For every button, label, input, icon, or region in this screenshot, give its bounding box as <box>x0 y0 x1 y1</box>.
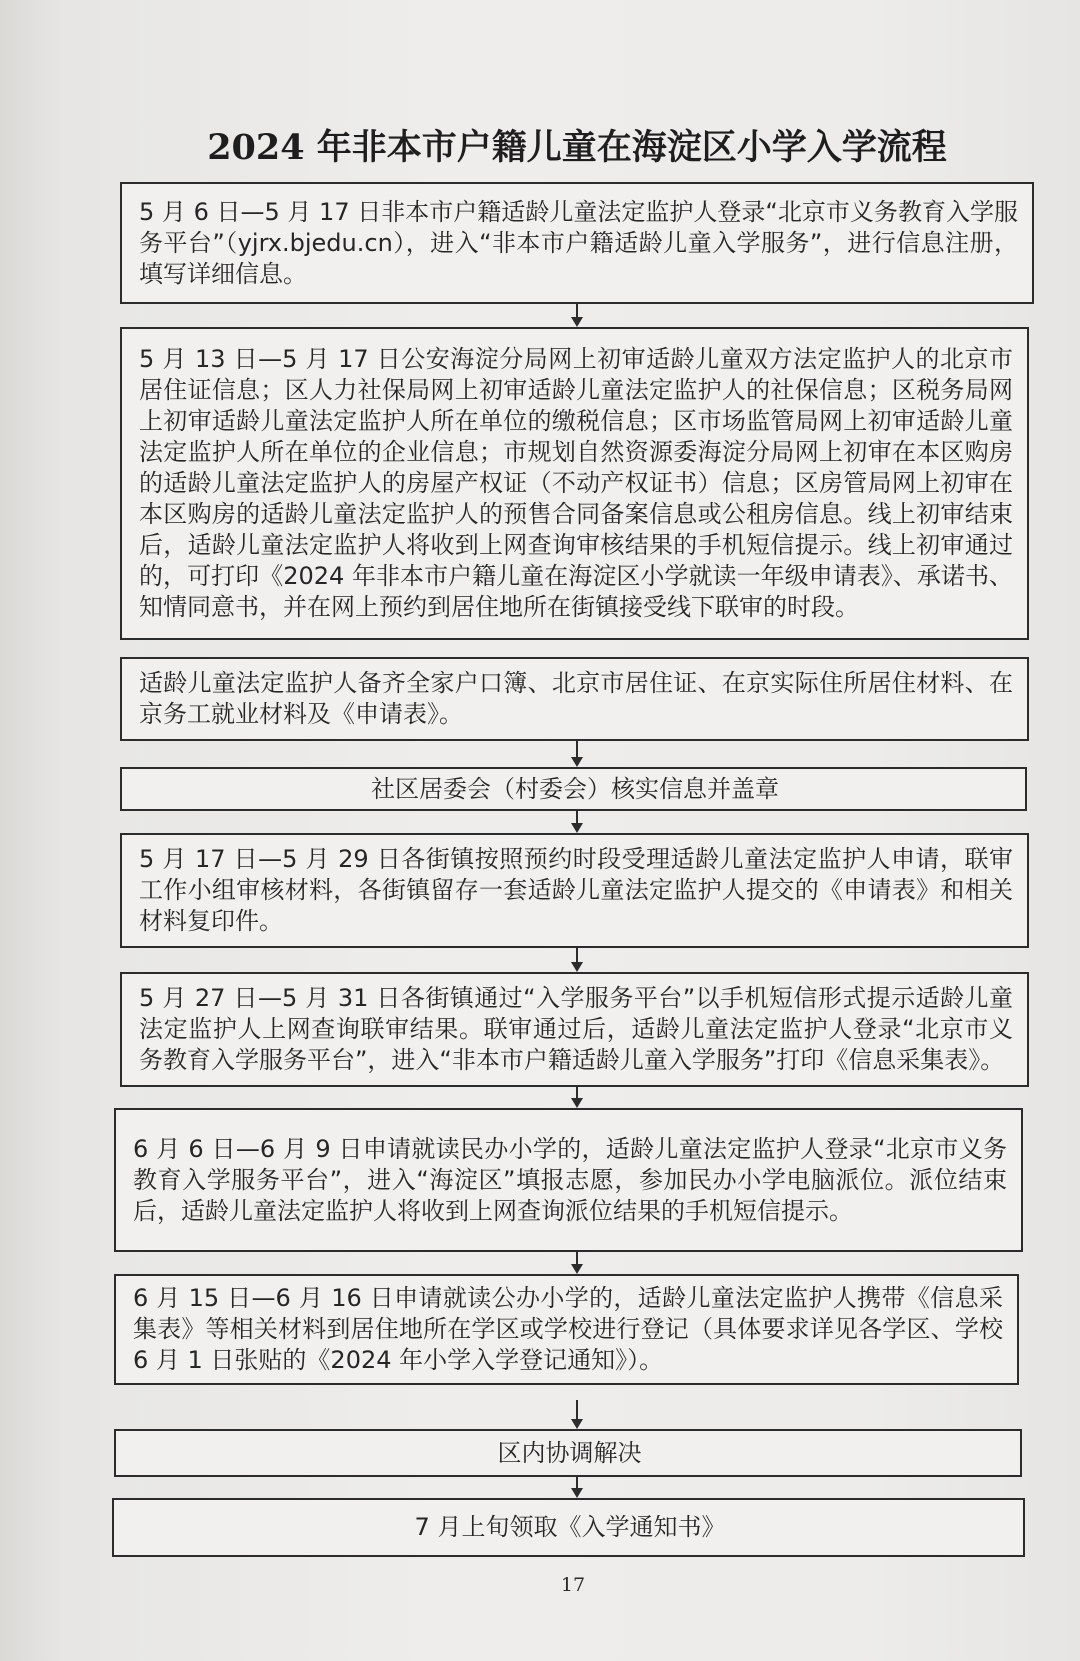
step-text: 5 月 27 日—5 月 31 日各街镇通过“入学服务平台”以手机短信形式提示适龄儿童法定监护人上网查询联审结果。联审通过后，适龄儿童法定监护人登录“北京市义务教育入学服务平台”，进入“非本市户籍适龄儿童入学服务”打印《信息采集表》。 <box>139 984 1013 1074</box>
flow-arrow <box>571 741 583 767</box>
flow-arrow <box>571 304 583 327</box>
step-review-result <box>120 972 1029 1087</box>
step-text: 区内协调解决 <box>497 1438 642 1467</box>
step-community-verification <box>120 767 1027 811</box>
step-text: 7 月上旬领取《入学通知书》 <box>414 1513 726 1541</box>
page-title: 2024 年非本市户籍儿童在海淀区小学入学流程 <box>207 127 947 168</box>
page-number: 17 <box>560 1574 586 1596</box>
step-text: 5 月 6 日—5 月 17 日非本市户籍适龄儿童法定监护人登录“北京市义务教育入学服务平台”（yjrx.bjedu.cn），进入“非本市户籍适龄儿童入学服务”，进行信息注册，填写详细信息。 <box>139 197 1018 288</box>
step-text: 6 月 6 日—6 月 9 日申请就读民办小学的，适龄儿童法定监护人登录“北京市义务教育入学服务平台”，进入“海淀区”填报志愿，参加民办小学电脑派位。派位结束后，适龄儿童法定监护人将收到上网查询派位结果的手机短信提示。 <box>133 1134 1007 1225</box>
step-district-coordination <box>114 1429 1022 1477</box>
flow-arrow <box>571 1087 583 1108</box>
flow-arrow <box>571 1400 583 1429</box>
step-admission-notice <box>112 1498 1025 1557</box>
step-text: 适龄儿童法定监护人备齐全家户口簿、北京市居住证、在京实际住所居住材料、在京务工就业材料及《申请表》。 <box>139 669 1013 728</box>
step-public-school-registration <box>114 1274 1019 1385</box>
step-text: 6 月 15 日—6 月 16 日申请就读公办小学的，适龄儿童法定监护人携带《信息采集表》等相关材料到居住地所在学区或学校进行登记（具体要求详见各学区、学校 6 月 1 日张贴的《2024 年小学入学登记通知》）。 <box>133 1284 1003 1374</box>
flow-arrow <box>571 948 583 972</box>
flow-arrow <box>571 1252 583 1274</box>
step-text: 社区居委会（村委会）核实信息并盖章 <box>371 774 779 803</box>
step-online-registration <box>120 182 1034 304</box>
step-text: 5 月 13 日—5 月 17 日公安海淀分局网上初审适龄儿童双方法定监护人的北京市居住证信息；区人力社保局网上初审适龄儿童法定监护人的社保信息；区税务局网上初审适龄儿童法定监护人所在单位的缴税信息；区市场监管局网上初审适龄儿童法定监护人所在单位的企业信息；市规划自然资源委海淀分局网上初审在本区购房的适龄儿童法定监护人的房屋产权证（不动产权证书）信息；区房管局网上初审在本区购房的适龄儿童法定监护人的预售合同备案信息或公租房信息。线上初审结束后，适龄儿童法定监护人将收到上网查询审核结果的手机短信提示。线上初审通过的，可打印《2024 年非本市户籍儿童在海淀区小学就读一年级申请表》、承诺书、知情同意书，并在网上预约到居住地所在街镇接受线下联审的时段。 <box>139 345 1013 621</box>
flow-arrow <box>571 811 583 833</box>
step-prepare-materials <box>120 657 1029 741</box>
step-online-preliminary-review <box>120 327 1029 640</box>
step-joint-review <box>120 833 1029 948</box>
step-text: 5 月 17 日—5 月 29 日各街镇按照预约时段受理适龄儿童法定监护人申请，联审工作小组审核材料，各街镇留存一套适龄儿童法定监护人提交的《申请表》和相关材料复印件。 <box>139 845 1013 935</box>
step-private-school-application <box>114 1108 1023 1252</box>
flow-arrow <box>571 1477 583 1498</box>
